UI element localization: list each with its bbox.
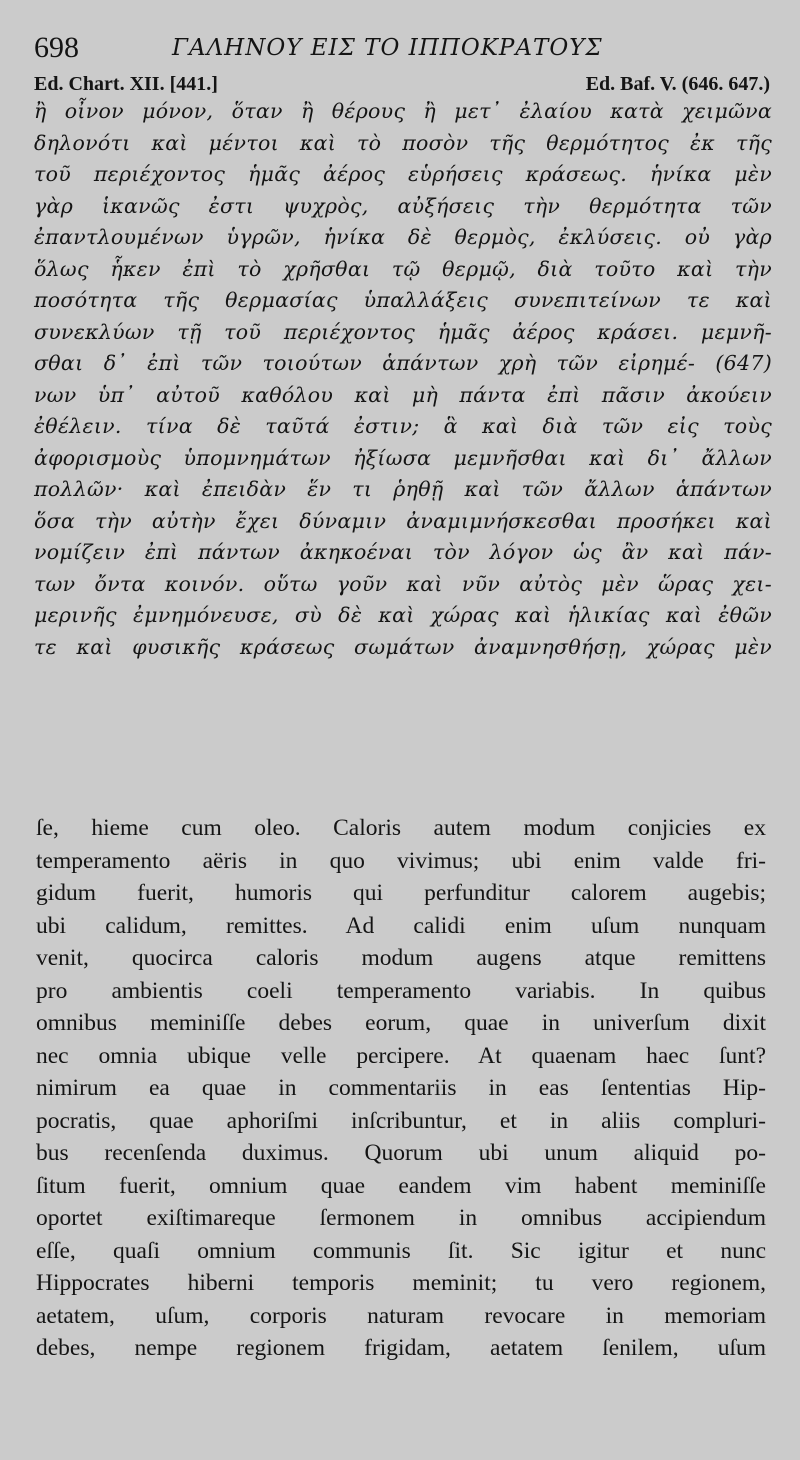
latin-line: pro ambientis coeli temperamento variabis. In quibus (36, 977, 766, 1004)
greek-line: των ὄντα κοινόν. οὕτω γοῦν καὶ νῦν αὐτὸς μὲν ὥρας χει- (34, 571, 772, 596)
greek-line: σθαι δ᾽ ἐπὶ τῶν τοιούτων ἁπάντων χρὴ τῶν εἰρημέ- (647) (34, 351, 772, 375)
greek-line: ὅλως ἧκεν ἐπὶ τὸ χρῆσθαι τῷ θερμῷ, διὰ τοῦτο καὶ τὴν (34, 256, 772, 281)
greek-line: τε καὶ φυσικῆς κράσεως σωμάτων ἀναμνησθήσῃ, χώρας μὲν (34, 634, 772, 659)
edition-reference-chartier: Ed. Chart. XII. [441.] (34, 73, 218, 95)
greek-line: γὰρ ἱκανῶς ἐστι ψυχρὸς, αὐξήσεις τὴν θερμότητα τῶν (34, 193, 772, 218)
latin-line: venit, quocirca caloris modum augens atque remittens (36, 945, 766, 971)
greek-line: μερινῆς ἐμνημόνευσε, σὺ δὲ καὶ χώρας καὶ ἡλικίας καὶ ἐθῶν (34, 603, 772, 627)
greek-line: ἢ οἶνον μόνον, ὅταν ἢ θέρους ἢ μετ᾽ ἐλαίου κατὰ χειμῶνα (34, 99, 772, 123)
greek-line: πολλῶν· καὶ ἐπειδὰν ἕν τι ῥηθῇ καὶ τῶν ἄλλων ἁπάντων (34, 477, 772, 501)
page-number: 698 (34, 31, 79, 64)
page-header (34, 30, 774, 66)
latin-line: gidum fuerit, humoris qui perfunditur calorem augebis; (36, 880, 766, 906)
latin-line: ubi calidum, remittes. Ad calidi enim uſum nunquam (36, 912, 766, 939)
greek-line: ἐπαντλουμένων ὑγρῶν, ἡνίκα δὲ θερμὸς, ἐκλύσεις. οὐ γὰρ (34, 225, 772, 249)
latin-line: nec omnia ubique velle percipere. At quaenam haec ſunt? (36, 1042, 766, 1069)
greek-line: ὅσα τὴν αὐτὴν ἔχει δύναμιν ἀναμιμνήσκεσθαι προσήκει καὶ (34, 508, 772, 533)
latin-line: ſe, hieme cum oleo. Caloris autem modum conjicies ex (36, 815, 766, 841)
greek-line: ἐθέλειν. τίνα δὲ ταῦτά ἐστιν; ἃ καὶ διὰ τῶν εἰς τοὺς (34, 414, 772, 438)
latin-line: eſſe, quaſi omnium communis ſit. Sic igitur et nunc (36, 1237, 766, 1264)
latin-line: aetatem, uſum, corporis naturam revocare in memoriam (36, 1302, 766, 1329)
greek-line: νομίζειν ἐπὶ πάντων ἀκηκοέναι τὸν λόγον ὡς ἂν καὶ πάν- (34, 540, 772, 564)
latin-line: bus recenſenda duximus. Quorum ubi unum aliquid po- (36, 1140, 766, 1166)
greek-line: ποσότητα τῆς θερμασίας ὑπαλλάξεις συνεπιτείνων τε καὶ (34, 288, 772, 312)
latin-line: pocratis, quae aphoriſmi inſcribuntur, et in aliis compluri- (36, 1107, 766, 1134)
latin-line: omnibus meminiſſe debes eorum, quae in univerſum dixit (36, 1010, 766, 1036)
latin-line: debes, nempe regionem frigidam, aetatem ſenilem, uſum (36, 1335, 766, 1361)
greek-line: τοῦ περιέχοντος ἡμᾶς ἀέρος εὑρήσεις κράσεως. ἡνίκα μὲν (34, 162, 772, 186)
latin-text-block (36, 812, 766, 1365)
greek-text-block (34, 96, 772, 663)
greek-line: δηλονότι καὶ μέντοι καὶ τὸ ποσὸν τῆς θερμότητος ἐκ τῆς (34, 130, 772, 155)
latin-line: Hippocrates hiberni temporis meminit; tu vero regionem, (36, 1270, 766, 1296)
running-title: ΓΑΛΗΝΟΥ ΕΙΣ ΤΟ ΙΠΠΟΚΡΑΤΟΥΣ (172, 35, 603, 61)
latin-line: temperamento aëris in quo vivimus; ubi enim valde fri- (36, 847, 766, 874)
greek-line: ἀφορισμοὺς ὑπομνημάτων ἠξίωσα μεμνῆσθαι καὶ δι᾽ ἄλλων (34, 445, 772, 470)
latin-line: nimirum ea quae in commentariis in eas ſententias Hip- (36, 1075, 766, 1101)
edition-references (34, 70, 770, 98)
greek-line: νων ὑπ᾽ αὐτοῦ καθόλου καὶ μὴ πάντα ἐπὶ πᾶσιν ἀκούειν (34, 382, 772, 407)
edition-reference-basel: Ed. Baf. V. (646. 647.) (585, 73, 770, 95)
latin-line: oportet exiſtimareque ſermonem in omnibus accipiendum (36, 1205, 766, 1231)
latin-line: ſitum fuerit, omnium quae eandem vim habent meminiſſe (36, 1172, 766, 1199)
greek-line: συνεκλύων τῇ τοῦ περιέχοντος ἡμᾶς ἀέρος κράσει. μεμνῆ- (34, 319, 772, 344)
